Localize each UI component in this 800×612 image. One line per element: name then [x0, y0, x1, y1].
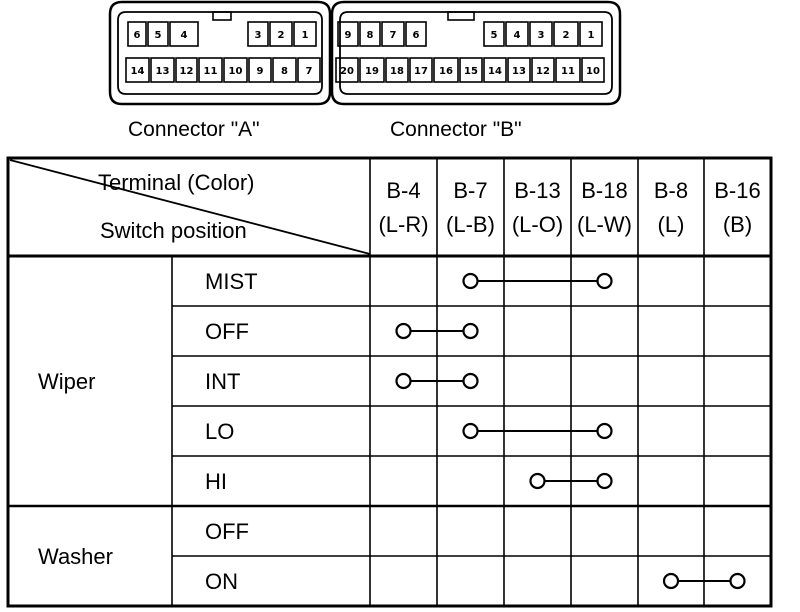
- pin-number: 19: [365, 66, 379, 77]
- connector-a-bottom-row: [126, 58, 320, 82]
- continuity-terminal-dot: [598, 274, 612, 288]
- pin-number: 2: [277, 30, 285, 41]
- wire-color-label: (L): [657, 212, 685, 237]
- wire-color-label: (L-B): [446, 212, 495, 237]
- pin-number: 8: [366, 30, 374, 41]
- connector-a: [110, 2, 330, 104]
- switch-group-label: Wiper: [38, 369, 96, 394]
- pin-number: 20: [340, 66, 354, 77]
- pin-number: 13: [512, 66, 526, 77]
- pin-number: 6: [412, 30, 420, 41]
- connector-a-outline: [110, 2, 330, 104]
- pin-number: 18: [390, 66, 404, 77]
- pin-number: 1: [587, 30, 595, 41]
- switch-position-label: HI: [205, 469, 227, 494]
- continuity-terminal-dot: [598, 424, 612, 438]
- wire-color-label: (L-O): [511, 212, 564, 237]
- pin-number: 14: [488, 66, 502, 77]
- connector-b-bottom-row: [336, 58, 604, 82]
- terminal-label: B-4: [386, 178, 421, 203]
- connector-b-top-row: [338, 22, 602, 46]
- pin-number: 9: [256, 66, 264, 77]
- pin-number: 3: [537, 30, 545, 41]
- wire-color-label: (L-R): [378, 212, 429, 237]
- switch-position-label: MIST: [205, 269, 258, 294]
- switch-position-label: INT: [205, 369, 241, 394]
- pin-number: 1: [301, 30, 309, 41]
- continuity-terminal-dot: [731, 574, 745, 588]
- pin-number: 4: [513, 30, 521, 41]
- continuity-terminal-dot: [531, 474, 545, 488]
- terminal-label: B-7: [453, 178, 488, 203]
- terminal-label: B-18: [581, 178, 628, 203]
- pin-number: 5: [154, 30, 162, 41]
- pin-number: 10: [228, 66, 243, 77]
- switch-position-label: OFF: [205, 519, 249, 544]
- pin-number: 5: [490, 30, 498, 41]
- pin-number: 8: [281, 66, 288, 77]
- header-switch-label: Switch position: [100, 218, 247, 243]
- connector-a-top-row: [128, 22, 316, 46]
- pin-number: 14: [130, 66, 145, 77]
- pin-number: 11: [203, 66, 218, 77]
- continuity-terminal-dot: [598, 474, 612, 488]
- continuity-terminal-dot: [397, 374, 411, 388]
- continuity-terminal-dot: [464, 424, 478, 438]
- pin-number: 7: [305, 66, 313, 77]
- connector-b: [332, 2, 620, 104]
- continuity-terminal-dot: [464, 274, 478, 288]
- connector-b-key: [448, 12, 474, 20]
- connector-b-label: Connector "B": [390, 118, 522, 141]
- pin-number: 2: [562, 30, 570, 41]
- pin-number: 16: [439, 66, 453, 77]
- continuity-terminal-dot: [397, 324, 411, 338]
- pin-number: 4: [180, 30, 188, 41]
- continuity-terminal-dot: [464, 324, 478, 338]
- connector-b-outline: [332, 2, 620, 104]
- wire-color-label: (L-W): [577, 212, 632, 237]
- pin-number: 10: [586, 66, 600, 77]
- connector-a-key: [213, 12, 231, 20]
- continuity-terminal-dot: [464, 374, 478, 388]
- terminal-label: B-16: [714, 178, 761, 203]
- pin-number: 6: [133, 30, 141, 41]
- pin-number: 3: [254, 30, 262, 41]
- pin-number: 9: [344, 30, 352, 41]
- switch-position-label: ON: [205, 569, 238, 594]
- wire-color-label: (B): [722, 212, 753, 237]
- pin-number: 17: [414, 66, 428, 77]
- continuity-terminal-dot: [664, 574, 678, 588]
- pin-number: 12: [536, 66, 550, 77]
- header-terminal-label: Terminal (Color): [98, 170, 255, 195]
- switch-group-label: Washer: [38, 544, 113, 569]
- pin-number: 12: [179, 66, 194, 77]
- pin-number: 13: [155, 66, 170, 77]
- pin-number: 15: [464, 66, 478, 77]
- switch-position-label: OFF: [205, 319, 249, 344]
- switch-position-labels: [38, 269, 258, 594]
- pin-number: 11: [561, 66, 575, 77]
- switch-position-label: LO: [205, 419, 235, 444]
- terminal-label: B-13: [514, 178, 561, 203]
- connector-a-label: Connector "A": [128, 118, 260, 141]
- terminal-label: B-8: [653, 178, 689, 203]
- pin-number: 7: [389, 30, 397, 41]
